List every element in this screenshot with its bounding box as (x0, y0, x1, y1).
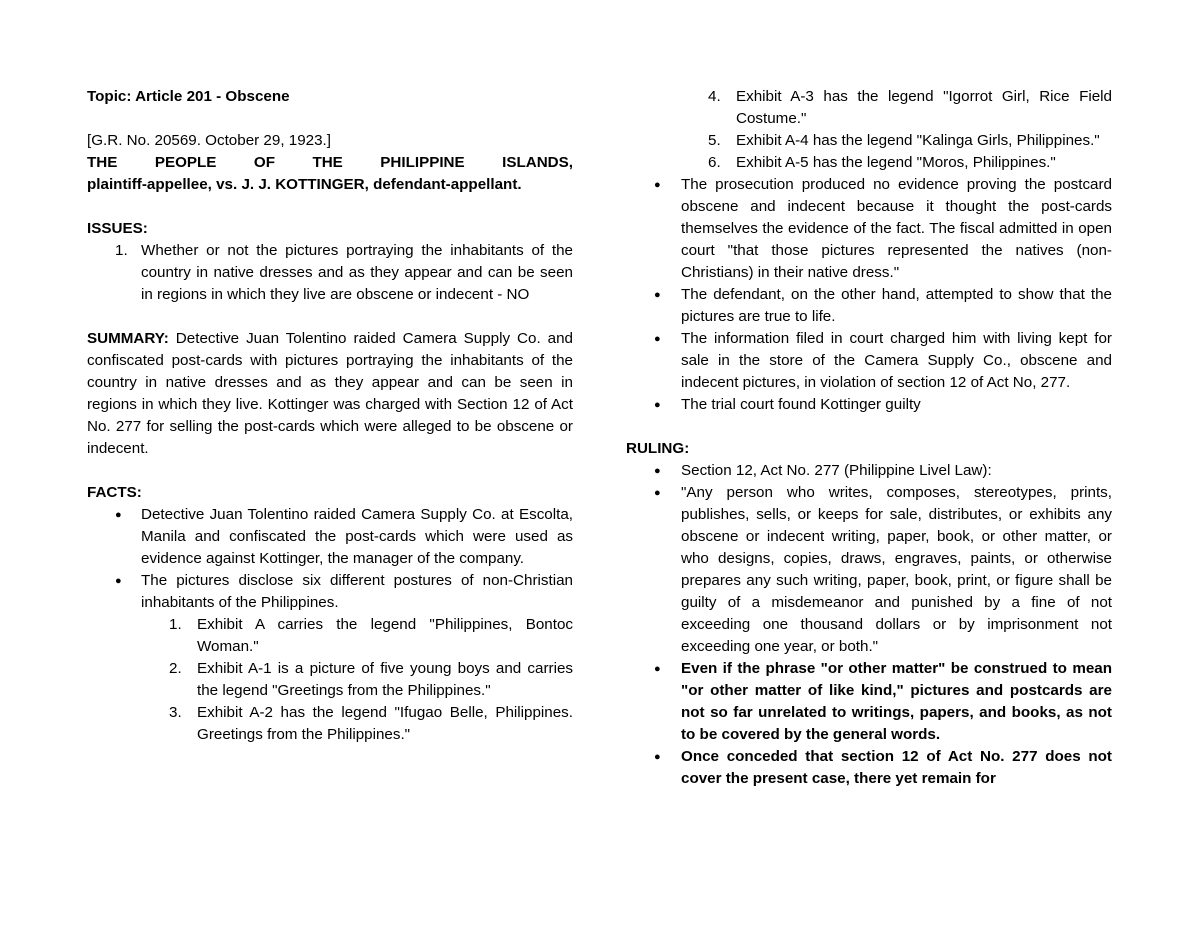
fact-text: The pictures disclose six different postures of non-Christian inhabitants of the Philippines. (141, 572, 573, 611)
exhibit-item (626, 86, 1112, 130)
summary-paragraph (87, 328, 573, 460)
ruling-item (626, 482, 1112, 658)
ruling-list (626, 460, 1112, 790)
fact-item (87, 570, 573, 746)
case-parties-line1: THE PEOPLE OF THE PHILIPPINE ISLANDS, (87, 154, 573, 171)
issues-heading: ISSUES: (87, 220, 148, 237)
bullet-icon: ● (654, 487, 661, 499)
exhibit-text: Exhibit A-2 has the legend "Ifugao Belle, Philippines. Greetings from the Philippines." (197, 704, 573, 743)
ruling-text: "Any person who writes, composes, stereotypes, prints, publishes, sells, or keeps for sale, distributes, or exhibits any obscene or indecent writing, paper, book, or other matter, or who designs, copies, draws, engraves, paints, or otherwise prepares any such writing, paper, book, print, or figure shall be guilty of a misdemeanor and punished by a fine of not exceeding one thousand dollars or by imprisonment not exceeding one year, or both." (681, 484, 1112, 655)
bullet-icon: ● (654, 289, 661, 301)
summary-label: SUMMARY: (87, 330, 169, 347)
bullet-icon: ● (654, 663, 661, 675)
exhibit-number: 3. (169, 704, 182, 721)
ruling-text: Section 12, Act No. 277 (Philippine Livel Law): (681, 462, 992, 479)
fact-text: The prosecution produced no evidence proving the postcard obscene and indecent because it thought the post-cards themselves the evidence of the fact. The fiscal admitted in open court "that those pictures represented the natives (non-Christians) in their native dress." (681, 176, 1112, 281)
facts-list-continued (626, 174, 1112, 416)
fact-item (626, 328, 1112, 394)
fact-text: The defendant, on the other hand, attempted to show that the pictures are true to life. (681, 286, 1112, 325)
exhibit-text: Exhibit A carries the legend "Philippines, Bontoc Woman." (197, 616, 573, 655)
exhibit-text: Exhibit A-5 has the legend "Moros, Philippines." (736, 154, 1056, 171)
exhibit-item (141, 702, 573, 746)
topic-heading: Topic: Article 201 - Obscene (87, 88, 290, 105)
ruling-item (626, 658, 1112, 746)
exhibit-list (141, 614, 573, 746)
bullet-icon: ● (654, 179, 661, 191)
exhibit-number: 6. (708, 154, 721, 171)
exhibit-item (626, 130, 1112, 152)
exhibit-text: Exhibit A-4 has the legend "Kalinga Girls, Philippines." (736, 132, 1100, 149)
left-column (87, 86, 573, 746)
ruling-heading: RULING: (626, 440, 690, 457)
ruling-text-bold: Even if the phrase "or other matter" be construed to mean "or other matter of like kind," pictures and postcards are not so far unrelated to writings, papers, and books, as not to be covered by the general words. (681, 660, 1112, 743)
exhibit-item (141, 658, 573, 702)
bullet-icon: ● (115, 575, 122, 587)
facts-heading: FACTS: (87, 484, 142, 501)
facts-list (87, 504, 573, 746)
bullet-icon: ● (654, 333, 661, 345)
bullet-icon: ● (654, 751, 661, 763)
fact-item (626, 284, 1112, 328)
exhibit-number: 5. (708, 132, 721, 149)
ruling-item (626, 460, 1112, 482)
issue-text: Whether or not the pictures portraying the inhabitants of the country in native dresses and as they appear and can be seen in regions in which they live are obscene or indecent - NO (141, 242, 573, 303)
exhibit-list-continued (626, 86, 1112, 174)
summary-text: Detective Juan Tolentino raided Camera Supply Co. and confiscated post-cards with pictures portraying the inhabitants of the country in native dresses and as they appear and can be seen in regions in which they live. Kottinger was charged with Section 12 of Act No. 277 for selling the post-cards which were alleged to be obscene or indecent. (87, 330, 573, 457)
exhibit-number: 4. (708, 88, 721, 105)
exhibit-item (626, 152, 1112, 174)
ruling-item (626, 746, 1112, 790)
case-parties-line2: plaintiff-appellee, vs. J. J. KOTTINGER, defendant-appellant. (87, 176, 522, 193)
exhibit-number: 1. (169, 616, 182, 633)
exhibit-text: Exhibit A-3 has the legend "Igorrot Girl, Rice Field Costume." (736, 88, 1112, 127)
exhibit-text: Exhibit A-1 is a picture of five young boys and carries the legend "Greetings from the Philippines." (197, 660, 573, 699)
right-column (626, 86, 1112, 790)
bullet-icon: ● (654, 465, 661, 477)
fact-text: The information filed in court charged him with living kept for sale in the store of the Camera Supply Co., obscene and indecent pictures, in violation of section 12 of Act No, 277. (681, 330, 1112, 391)
exhibit-number: 2. (169, 660, 182, 677)
fact-text: The trial court found Kottinger guilty (681, 396, 921, 413)
fact-item (626, 394, 1112, 416)
exhibit-item (141, 614, 573, 658)
fact-item (626, 174, 1112, 284)
bullet-icon: ● (115, 509, 122, 521)
fact-text: Detective Juan Tolentino raided Camera Supply Co. at Escolta, Manila and confiscated the post-cards which were used as evidence against Kottinger, the manager of the company. (141, 506, 573, 567)
fact-item (87, 504, 573, 570)
issue-item (87, 240, 573, 306)
ruling-text-bold: Once conceded that section 12 of Act No. 277 does not cover the present case, there yet remain for (681, 748, 1112, 787)
issue-number: 1. (115, 242, 128, 259)
case-citation: [G.R. No. 20569. October 29, 1923.] (87, 132, 331, 149)
issues-list (87, 240, 573, 306)
bullet-icon: ● (654, 399, 661, 411)
